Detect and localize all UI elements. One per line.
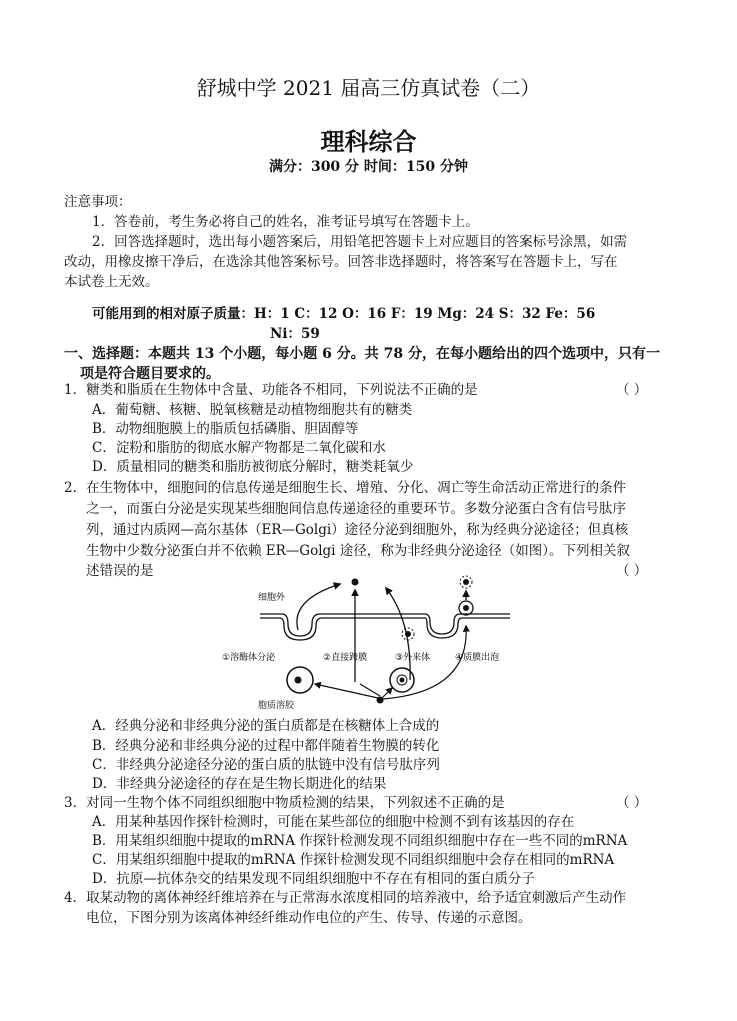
notice-item-1: 1．答卷前，考生务必将自己的姓名，准考证号填写在答题卡上。 (92, 214, 479, 230)
q3-option-b: B．用某组织细胞中提取的mRNA 作探针检测发现不同组织细胞中存在一些不同的mRNA (92, 833, 628, 849)
section-heading-line2: 项是符合题目要求的。 (80, 366, 220, 382)
score-time: 满分：300 分 时间：150 分钟 (268, 159, 469, 175)
q1-option-d: D．质量相同的糖类和脂肪被彻底分解时，糖类耗氧少 (92, 459, 414, 475)
label-path3: ③外来体 (395, 653, 431, 663)
label-path1: ①溶酶体分泌 (222, 653, 276, 663)
notice-heading: 注意事项： (64, 194, 132, 210)
q3-option-a: A．用某种基因作探针检测时，可能在某些部位的细胞中检测不到有该基因的存在 (92, 814, 575, 830)
q1-option-c: C．淀粉和脂肪的彻底水解产物都是二氧化碳和水 (92, 440, 386, 456)
q1-option-b: B．动物细胞膜上的脂质包括磷脂、胆固醇等 (92, 421, 359, 437)
q2-stem-line4: 生物中少数分泌蛋白并不依赖 ER—Golgi 途径，称为非经典分泌途径（如图）。下列相关叙 (86, 543, 631, 559)
q3-option-d: D．抗原—抗体杂交的结果发现不同组织细胞中不存在有相同的蛋白质分子 (92, 871, 535, 887)
notice-item-2-line2: 改动，用橡皮擦干净后，在选涂其他答案标号。回答非选择题时，将答案写在答题卡上，写在 (64, 254, 618, 270)
label-cytosol: 胞质溶胶 (258, 701, 295, 711)
notice-item-2-line1: 2．回答选择题时，选出每小题答案后，用铅笔把答题卡上对应题目的答案标号涂黑，如需 (92, 234, 628, 250)
q2-stem-line2: 之一，而蛋白分泌是实现某些细胞间信息传递途径的重要环节。多数分泌蛋白含有信号肽序 (86, 501, 626, 517)
section-heading-line1: 一、选择题：本题共 13 个小题，每小题 6 分。共 78 分，在每小题给出的四个选项中，只有一 (64, 346, 660, 362)
q2-option-d: D．非经典分泌途径的存在是生物长期进化的结果 (92, 776, 387, 792)
atomic-mass-line1: 可能用到的相对原子质量：H：1 C：12 O：16 F：19 Mg：24 S：32 Fe：56 (92, 306, 596, 322)
label-path2: ②直接跨膜 (323, 653, 368, 663)
q1-answer-paren: （ ） (616, 382, 648, 398)
q2-option-a: A．经典分泌和非经典分泌的蛋白质都是在核糖体上合成的 (92, 718, 440, 734)
subject-title: 理科综合 (320, 127, 417, 156)
q4-stem-line1: 4．取某动物的离体神经纤维培养在与正常海水浓度相同的培养液中，给予适宜刺激后产生动作 (64, 890, 627, 906)
exam-title: 舒城中学 2021 届高三仿真试卷（二） (196, 76, 541, 100)
notice-item-2-line3: 本试卷上无效。 (64, 274, 159, 290)
q2-stem-line5: 述错误的是 (86, 563, 154, 579)
q3-option-c: C．用某组织细胞中提取的mRNA 作探针检测发现不同组织细胞中会存在相同的mRNA (92, 852, 615, 868)
q4-stem-line2: 电位，下图分别为该离体神经纤维动作电位的产生、传导、传递的示意图。 (86, 910, 532, 926)
q2-stem-line3: 列，通过内质网—高尔基体（ER—Golgi）途径分泌到细胞外，称为经典分泌途径；但真核 (86, 522, 629, 538)
label-path4: ④质膜出泡 (455, 653, 500, 663)
q2-option-b: B．经典分泌和非经典分泌的过程中都伴随着生物膜的转化 (92, 738, 440, 754)
q1-stem: 1．糖类和脂质在生物体中含量、功能各不相同，下列说法不正确的是 (64, 382, 478, 398)
q2-stem-line1: 2．在生物体中，细胞间的信息传递是细胞生长、增殖、分化、凋亡等生命活动正常进行的条件 (64, 480, 627, 496)
q2-answer-paren: （ ） (616, 563, 648, 579)
label-outside: 细胞外 (258, 593, 286, 603)
secretion-pathway-diagram (220, 572, 510, 712)
q3-answer-paren: （ ） (616, 795, 648, 811)
q2-option-c: C．非经典分泌途径分泌的蛋白质的肽链中没有信号肽序列 (92, 757, 440, 773)
q1-option-a: A．葡萄糖、核糖、脱氧核糖是动植物细胞共有的糖类 (92, 402, 413, 418)
atomic-mass-line2: Ni：59 (270, 326, 320, 342)
q3-stem: 3．对同一生物个体不同组织细胞中物质检测的结果，下列叙述不正确的是 (64, 795, 505, 811)
secreted-protein (352, 579, 359, 586)
